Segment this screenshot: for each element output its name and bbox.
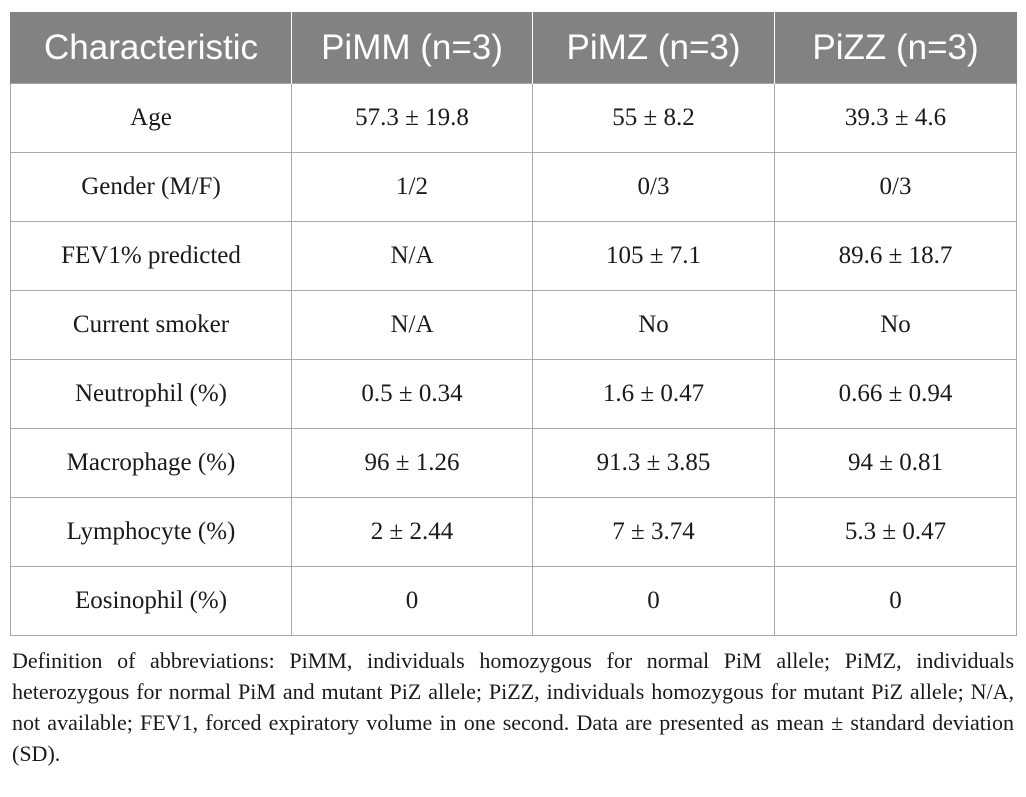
row-label: Neutrophil (%) xyxy=(11,360,292,429)
cell-pizz: No xyxy=(775,291,1017,360)
row-label: Age xyxy=(11,84,292,153)
cell-pimm: 96 ± 1.26 xyxy=(292,429,533,498)
row-label: Eosinophil (%) xyxy=(11,567,292,636)
row-label: Lymphocyte (%) xyxy=(11,498,292,567)
cell-pizz: 5.3 ± 0.47 xyxy=(775,498,1017,567)
cell-pizz: 0/3 xyxy=(775,153,1017,222)
cell-pizz: 89.6 ± 18.7 xyxy=(775,222,1017,291)
header-pimm: PiMM (n=3) xyxy=(292,12,533,84)
cell-pimm: 57.3 ± 19.8 xyxy=(292,84,533,153)
cell-pimz: 7 ± 3.74 xyxy=(533,498,775,567)
cell-pimz: 105 ± 7.1 xyxy=(533,222,775,291)
table-row xyxy=(11,291,1017,360)
row-label: Gender (M/F) xyxy=(11,153,292,222)
cell-pimz: 0/3 xyxy=(533,153,775,222)
table-row xyxy=(11,567,1017,636)
table-row xyxy=(11,360,1017,429)
table-row xyxy=(11,84,1017,153)
table-footnote: Definition of abbreviations: PiMM, individuals homozygous for normal PiM allele; PiMZ, individuals heterozygous for normal PiM and mutant PiZ allele; PiZZ, individuals homozygous for mutant PiZ allele; N/A, not available; FEV1, forced expiratory volume in one second. Data are presented as mean ± standard deviation (SD). xyxy=(12,648,1014,766)
table-header-row xyxy=(11,12,1017,84)
cell-pimm: N/A xyxy=(292,291,533,360)
header-characteristic: Characteristic xyxy=(11,12,292,84)
table-row xyxy=(11,429,1017,498)
characteristics-table xyxy=(10,12,1017,636)
header-pizz: PiZZ (n=3) xyxy=(775,12,1017,84)
table-row xyxy=(11,222,1017,291)
cell-pimm: 0.5 ± 0.34 xyxy=(292,360,533,429)
cell-pimz: No xyxy=(533,291,775,360)
cell-pimm: 0 xyxy=(292,567,533,636)
cell-pimz: 91.3 ± 3.85 xyxy=(533,429,775,498)
cell-pimz: 55 ± 8.2 xyxy=(533,84,775,153)
cell-pimm: 1/2 xyxy=(292,153,533,222)
row-label: FEV1% predicted xyxy=(11,222,292,291)
cell-pimz: 1.6 ± 0.47 xyxy=(533,360,775,429)
table-row xyxy=(11,153,1017,222)
header-pimz: PiMZ (n=3) xyxy=(533,12,775,84)
cell-pizz: 0.66 ± 0.94 xyxy=(775,360,1017,429)
cell-pizz: 94 ± 0.81 xyxy=(775,429,1017,498)
cell-pimz: 0 xyxy=(533,567,775,636)
cell-pimm: N/A xyxy=(292,222,533,291)
cell-pizz: 0 xyxy=(775,567,1017,636)
row-label: Current smoker xyxy=(11,291,292,360)
row-label: Macrophage (%) xyxy=(11,429,292,498)
table-row xyxy=(11,498,1017,567)
cell-pizz: 39.3 ± 4.6 xyxy=(775,84,1017,153)
characteristics-table-container xyxy=(10,12,1016,636)
cell-pimm: 2 ± 2.44 xyxy=(292,498,533,567)
